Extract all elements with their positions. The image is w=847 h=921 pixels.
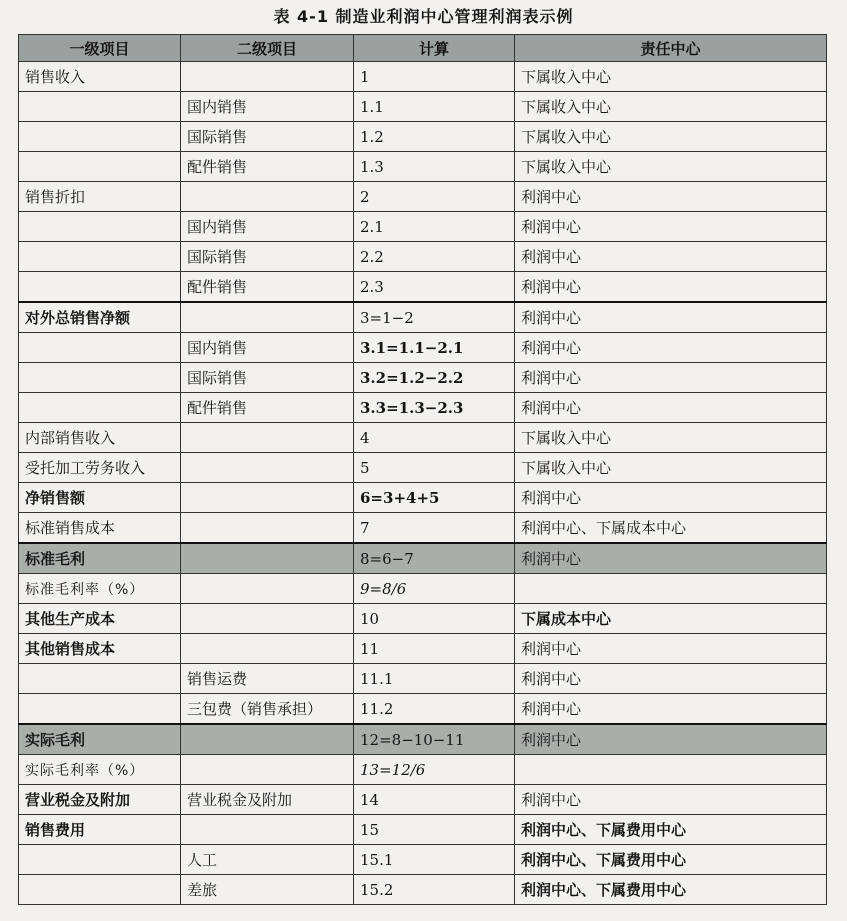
cell-center: 下属收入中心: [515, 453, 827, 483]
cell-calc: 1.1: [354, 92, 515, 122]
table-row: [19, 242, 827, 272]
cell-calc: 3.2=1.2−2.2: [354, 363, 515, 393]
cell-level2: [181, 62, 354, 92]
cell-level2: 国内销售: [181, 333, 354, 363]
cell-level2: [181, 513, 354, 544]
cell-level1: 营业税金及附加: [19, 785, 181, 815]
cell-center: 利润中心: [515, 242, 827, 272]
cell-level2: 国内销售: [181, 92, 354, 122]
cell-calc: 9=8/6: [354, 574, 515, 604]
cell-level2: [181, 634, 354, 664]
cell-center: 利润中心: [515, 543, 827, 574]
header-calc: 计算: [354, 35, 515, 62]
cell-calc: 3.3=1.3−2.3: [354, 393, 515, 423]
cell-level2: 人工: [181, 845, 354, 875]
cell-calc: 11: [354, 634, 515, 664]
cell-level2: [181, 182, 354, 212]
cell-center: 利润中心: [515, 694, 827, 725]
table-header-row: [19, 35, 827, 62]
table-caption: 表 4-1 制造业利润中心管理利润表示例: [273, 7, 574, 26]
cell-level1: 实际毛利: [19, 724, 181, 755]
cell-level2: 营业税金及附加: [181, 785, 354, 815]
cell-center: [515, 755, 827, 785]
cell-center: 利润中心: [515, 634, 827, 664]
table-row: [19, 152, 827, 182]
cell-calc: 2.1: [354, 212, 515, 242]
cell-level1: 销售费用: [19, 815, 181, 845]
cell-calc: 11.1: [354, 664, 515, 694]
cell-level2: 差旅: [181, 875, 354, 905]
cell-center: 下属收入中心: [515, 423, 827, 453]
table-row: [19, 875, 827, 905]
cell-level2: 国际销售: [181, 363, 354, 393]
cell-level2: 配件销售: [181, 272, 354, 303]
table-row: [19, 785, 827, 815]
cell-center: 利润中心: [515, 333, 827, 363]
cell-center: 利润中心: [515, 785, 827, 815]
cell-level2: [181, 755, 354, 785]
table-row: [19, 363, 827, 393]
table-row: [19, 483, 827, 513]
cell-calc: 15.1: [354, 845, 515, 875]
table-row: [19, 182, 827, 212]
cell-center: 下属收入中心: [515, 62, 827, 92]
table-row: [19, 543, 827, 574]
cell-calc: 4: [354, 423, 515, 453]
cell-level1: [19, 212, 181, 242]
cell-level2: [181, 302, 354, 333]
cell-level2: [181, 815, 354, 845]
cell-level1: [19, 694, 181, 725]
table-row: [19, 664, 827, 694]
cell-level2: [181, 453, 354, 483]
cell-level2: [181, 574, 354, 604]
cell-calc: 2.2: [354, 242, 515, 272]
cell-level2: [181, 543, 354, 574]
cell-calc: 12=8−10−11: [354, 724, 515, 755]
cell-calc: 3.1=1.1−2.1: [354, 333, 515, 363]
cell-center: 利润中心: [515, 363, 827, 393]
cell-center: 利润中心: [515, 664, 827, 694]
cell-level1: [19, 875, 181, 905]
table-row: [19, 272, 827, 303]
cell-calc: 11.2: [354, 694, 515, 725]
header-center: 责任中心: [515, 35, 827, 62]
cell-level1: [19, 92, 181, 122]
cell-level2: 国际销售: [181, 122, 354, 152]
table-row: [19, 755, 827, 785]
cell-level1: 销售收入: [19, 62, 181, 92]
cell-level1: [19, 242, 181, 272]
cell-calc: 8=6−7: [354, 543, 515, 574]
cell-center: 利润中心: [515, 393, 827, 423]
cell-level2: 配件销售: [181, 393, 354, 423]
cell-calc: 15.2: [354, 875, 515, 905]
header-level1: 一级项目: [19, 35, 181, 62]
cell-calc: 6=3+4+5: [354, 483, 515, 513]
table-row: [19, 393, 827, 423]
cell-level1: 其他销售成本: [19, 634, 181, 664]
cell-level1: 标准毛利: [19, 543, 181, 574]
table-row: [19, 815, 827, 845]
cell-level1: [19, 152, 181, 182]
cell-level1: [19, 363, 181, 393]
cell-center: 利润中心: [515, 212, 827, 242]
cell-center: 下属收入中心: [515, 92, 827, 122]
cell-center: 利润中心: [515, 302, 827, 333]
cell-calc: 7: [354, 513, 515, 544]
cell-level2: [181, 604, 354, 634]
table-row: [19, 302, 827, 333]
cell-center: 利润中心、下属成本中心: [515, 513, 827, 544]
table-row: [19, 634, 827, 664]
table-row: [19, 574, 827, 604]
cell-center: 下属收入中心: [515, 152, 827, 182]
cell-calc: 10: [354, 604, 515, 634]
cell-level1: [19, 122, 181, 152]
cell-level1: 其他生产成本: [19, 604, 181, 634]
cell-level2: 国内销售: [181, 212, 354, 242]
profit-table: [18, 34, 827, 905]
cell-calc: 3=1−2: [354, 302, 515, 333]
cell-level1: 实际毛利率（%）: [19, 755, 181, 785]
cell-level1: 对外总销售净额: [19, 302, 181, 333]
cell-calc: 5: [354, 453, 515, 483]
cell-center: 利润中心、下属费用中心: [515, 875, 827, 905]
cell-level1: [19, 272, 181, 303]
cell-level1: [19, 333, 181, 363]
cell-calc: 1.2: [354, 122, 515, 152]
cell-center: 下属成本中心: [515, 604, 827, 634]
cell-level1: [19, 664, 181, 694]
cell-center: 利润中心: [515, 724, 827, 755]
cell-level1: 内部销售收入: [19, 423, 181, 453]
table-row: [19, 423, 827, 453]
cell-center: 利润中心、下属费用中心: [515, 815, 827, 845]
cell-level2: [181, 724, 354, 755]
cell-center: 利润中心: [515, 182, 827, 212]
table-row: [19, 212, 827, 242]
table-row: [19, 845, 827, 875]
cell-level2: [181, 483, 354, 513]
cell-calc: 1: [354, 62, 515, 92]
cell-center: 利润中心: [515, 272, 827, 303]
cell-level2: 配件销售: [181, 152, 354, 182]
cell-level1: 标准毛利率（%）: [19, 574, 181, 604]
cell-level1: 标准销售成本: [19, 513, 181, 544]
cell-level2: 国际销售: [181, 242, 354, 272]
cell-center: 下属收入中心: [515, 122, 827, 152]
cell-level2: 三包费（销售承担）: [181, 694, 354, 725]
table-row: [19, 92, 827, 122]
table-row: [19, 453, 827, 483]
cell-level1: 净销售额: [19, 483, 181, 513]
table-row: [19, 122, 827, 152]
cell-center: 利润中心: [515, 483, 827, 513]
cell-level1: 销售折扣: [19, 182, 181, 212]
table-row: [19, 333, 827, 363]
cell-level1: [19, 393, 181, 423]
table-row: [19, 62, 827, 92]
cell-calc: 14: [354, 785, 515, 815]
cell-level2: 销售运费: [181, 664, 354, 694]
cell-level1: 受托加工劳务收入: [19, 453, 181, 483]
table-row: [19, 513, 827, 544]
table-row: [19, 604, 827, 634]
cell-center: 利润中心、下属费用中心: [515, 845, 827, 875]
header-level2: 二级项目: [181, 35, 354, 62]
cell-calc: 2.3: [354, 272, 515, 303]
cell-level1: [19, 845, 181, 875]
table-row: [19, 694, 827, 725]
cell-calc: 2: [354, 182, 515, 212]
cell-calc: 15: [354, 815, 515, 845]
table-row: [19, 724, 827, 755]
cell-calc: 1.3: [354, 152, 515, 182]
cell-calc: 13=12/6: [354, 755, 515, 785]
cell-center: [515, 574, 827, 604]
cell-level2: [181, 423, 354, 453]
